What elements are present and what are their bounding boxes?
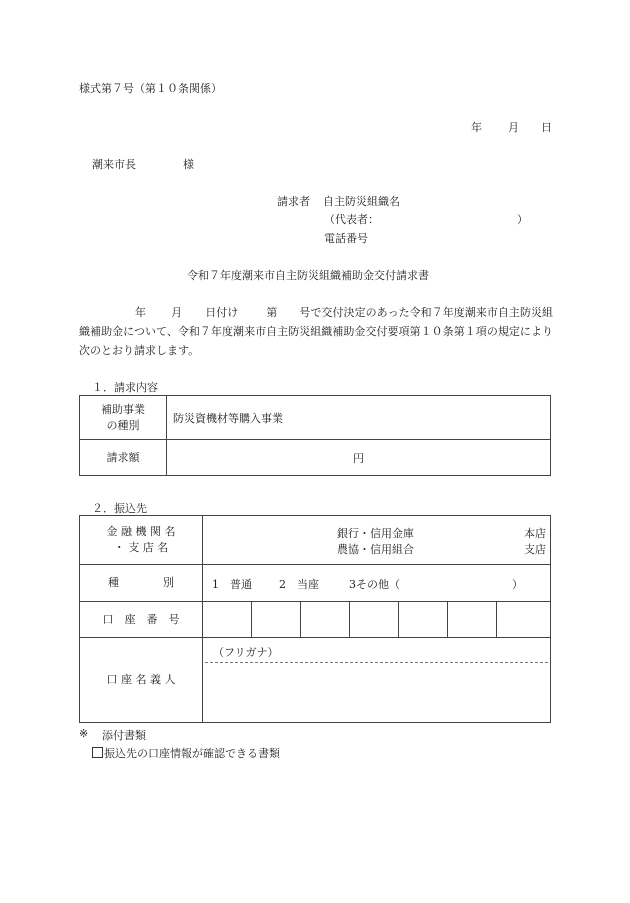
account-number-digit bbox=[497, 602, 551, 638]
bank-name-cell bbox=[203, 516, 551, 565]
account-number-digit bbox=[350, 602, 399, 638]
bank-name-label-line1: 金 融 機 関 名 bbox=[106, 525, 176, 538]
account-type-label: 種 別 bbox=[80, 565, 203, 602]
furigana-divider bbox=[205, 662, 548, 663]
account-type-current: 2 当座 bbox=[279, 578, 319, 591]
representative-open: （代表者： bbox=[324, 213, 379, 226]
bank-type-option2: 農協・信用組合 bbox=[337, 543, 414, 556]
branch-type-main: 本店 bbox=[524, 527, 546, 540]
section1-heading: １．請求内容 bbox=[92, 381, 158, 394]
date-day: 日 bbox=[541, 121, 552, 134]
bank-transfer-table bbox=[79, 515, 551, 723]
representative-close: ） bbox=[517, 213, 528, 226]
branch-type-branch: 支店 bbox=[524, 543, 546, 556]
account-holder-label: 口 座 名 義 人 bbox=[80, 638, 203, 723]
claim-amount-label: 請求額 bbox=[80, 440, 167, 476]
addressee-honorific: 様 bbox=[183, 158, 194, 171]
request-content-table bbox=[79, 395, 551, 476]
body-year: 年 bbox=[135, 306, 147, 319]
account-holder-cell bbox=[203, 638, 551, 723]
phone-label: 電話番号 bbox=[324, 232, 368, 245]
bank-type-option1: 銀行・信用金庫 bbox=[337, 527, 414, 540]
body-month: 月 bbox=[171, 306, 183, 319]
body-text: 号で交付決定のあった令和７年度潮来市自主防災組織補助金について、令和７年度潮来市自主防災組織補助金交付要項第１０条第１項の規定により次のとおり請求します。 bbox=[79, 306, 554, 357]
account-type-ordinary: 1 普通 bbox=[212, 578, 252, 591]
subsidy-type-label-cell bbox=[80, 396, 167, 440]
document-title: 令和７年度潮来市自主防災組織補助金交付請求書 bbox=[187, 269, 429, 282]
account-number-digit bbox=[203, 602, 252, 638]
body-day-dated: 日付け bbox=[205, 306, 239, 319]
attachment-checkbox[interactable] bbox=[92, 747, 103, 758]
requester-label: 請求者 bbox=[277, 195, 310, 208]
attachment-item bbox=[92, 745, 280, 761]
subsidy-type-label-line1: 補助事業 bbox=[101, 402, 145, 416]
account-number-label: 口 座 番 号 bbox=[80, 602, 203, 638]
account-number-digit bbox=[301, 602, 350, 638]
addressee-name: 潮来市長 bbox=[92, 158, 136, 171]
account-type-other-close: ） bbox=[512, 578, 523, 591]
furigana-label: （フリガナ） bbox=[213, 646, 279, 659]
date-year: 年 bbox=[471, 121, 482, 134]
account-number-digit bbox=[399, 602, 448, 638]
form-number: 様式第７号（第１０条関係） bbox=[79, 82, 222, 95]
account-type-other: 3その他（ bbox=[349, 578, 400, 591]
body-dai: 第 bbox=[266, 306, 278, 319]
claim-amount-unit: 円 bbox=[167, 440, 551, 476]
bank-name-label-line2: ・ 支 店 名 bbox=[113, 541, 169, 554]
subsidy-type-value: 防災資機材等購入事業 bbox=[167, 396, 551, 440]
section2-heading: ２．振込先 bbox=[92, 502, 147, 515]
date-month: 月 bbox=[508, 121, 519, 134]
account-number-digit bbox=[252, 602, 301, 638]
account-number-digit bbox=[448, 602, 497, 638]
bank-name-label-cell bbox=[80, 516, 203, 565]
body-paragraph bbox=[79, 303, 553, 360]
subsidy-type-label-line2: の種別 bbox=[106, 418, 140, 432]
attachment-item-text: 振込先の口座情報が確認できる書類 bbox=[104, 747, 280, 760]
attachments-mark: ※ bbox=[79, 727, 89, 740]
account-type-cell bbox=[203, 565, 551, 602]
org-name-label: 自主防災組織名 bbox=[323, 195, 400, 208]
attachments-label: 添付書類 bbox=[102, 729, 146, 742]
